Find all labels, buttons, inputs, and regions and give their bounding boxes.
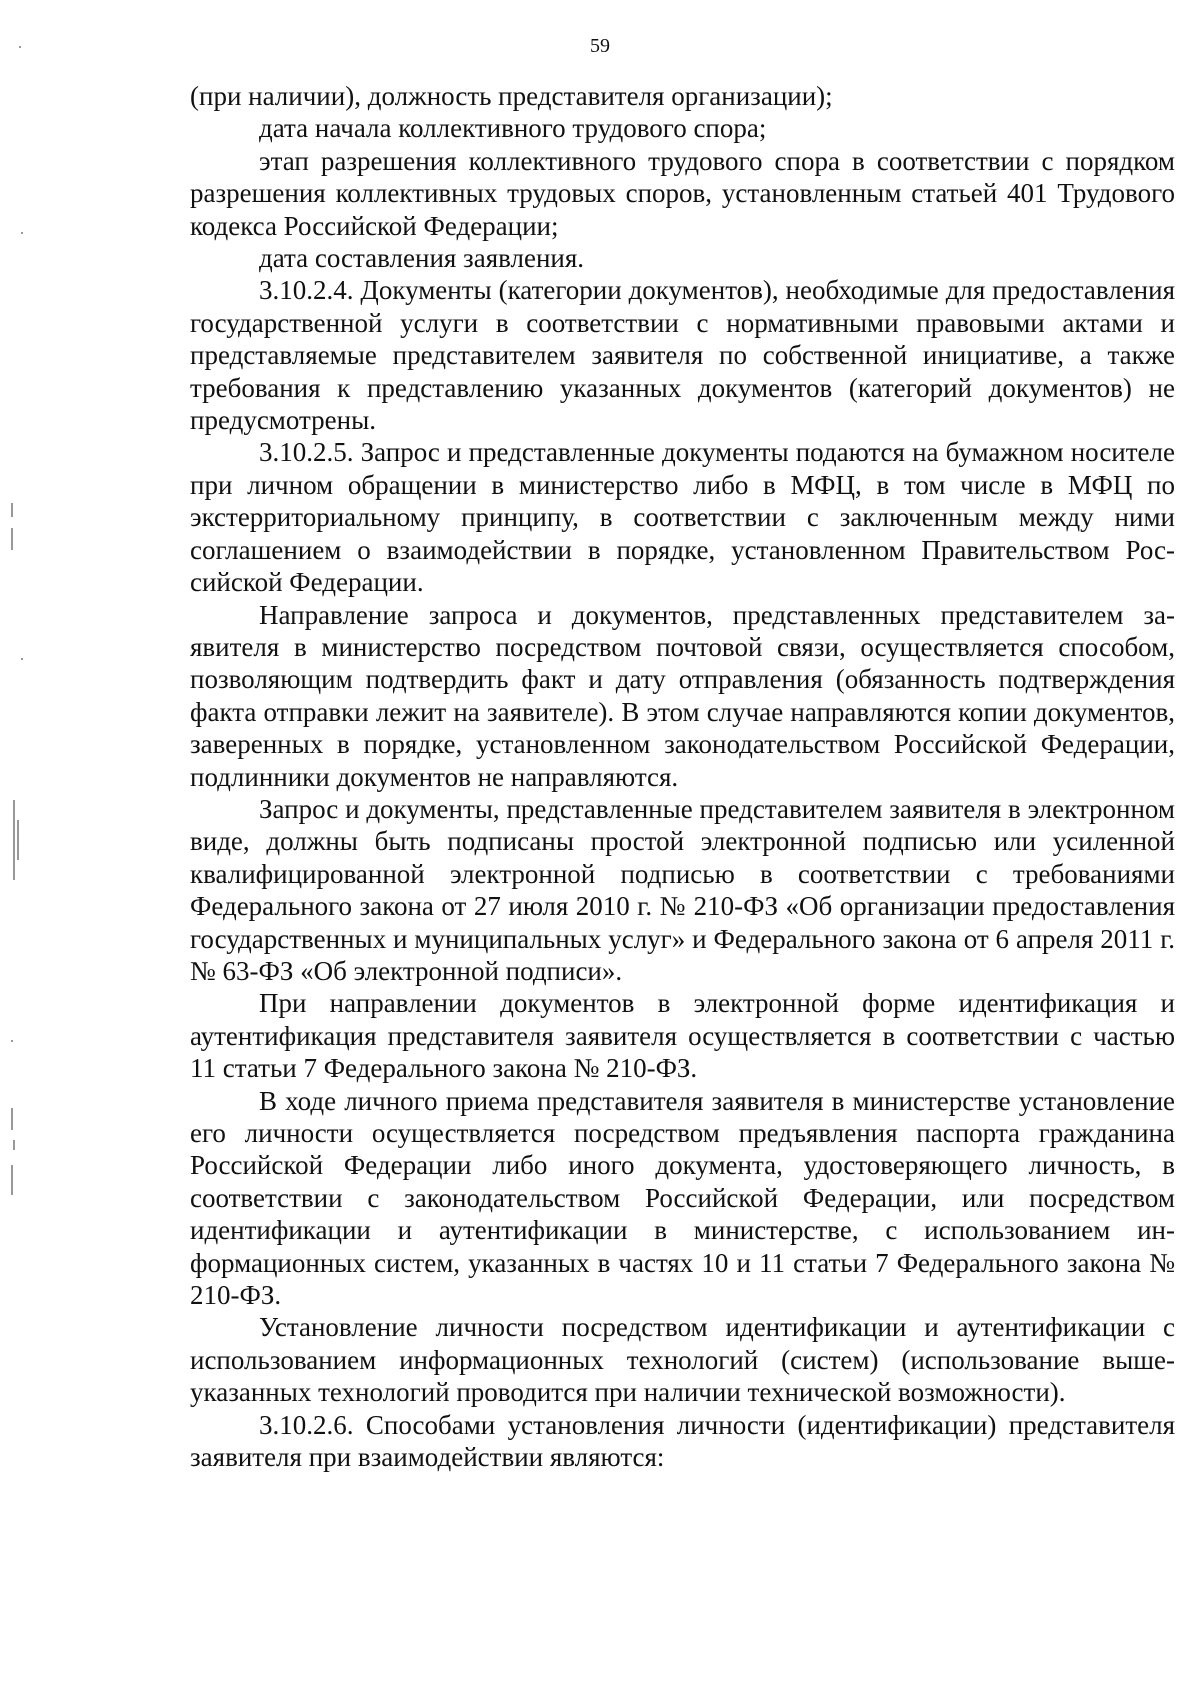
- paragraph-p01: (при наличии), должность представителя организации);: [190, 81, 833, 111]
- paragraph-p02: дата начала коллективного трудового спора;: [259, 113, 767, 144]
- page-body: [190, 80, 1175, 1473]
- paragraph-p08: Запрос и документы, представленные представителем заявителя в электронном виде, должны быть подписаны простой электронной подписью или усиленной квалифицированной электронной подписью в соответствии с требованиями Федерального закона от 27 июля 2010 г. № 210-ФЗ «Об организации предоставления государственных и муниципальных услуг» и Федерального закона от 6 апреля 2011 г. № 63-ФЗ «Об электронной подписи».: [190, 793, 1175, 986]
- paragraph-p10: В ходе личного приема представителя заявителя в министерстве установление его личности осуществляется посредством предъявления паспорта гражданина Российской Федерации либо иного документа, удостоверяющего личность, в соответствии с законодательством Российской Федерации, или посредством идентификации и аутентификации в министерстве, с использованием информационных систем, указанных в частях 10 и 11 статьи 7 Федерального закона № 210-ФЗ.: [190, 1085, 1175, 1311]
- page-number: 59: [590, 35, 610, 57]
- scan-edge-marks: [0, 0, 60, 1695]
- paragraph-p03: этап разрешения коллективного трудового спора в соответствии с порядком разрешения коллективных трудовых споров, установленным статьей 401 Трудового кодекса Российской Федерации;: [190, 145, 1175, 241]
- paragraph-p07: Направление запроса и документов, представленных представителем заявителя в министерство посредством почтовой связи, осуществляется способом, позволяющим подтвердить факт и дату отправления (обязанность подтверждения факта отправки лежит на заявителе). В этом случае направляются копии документов, заверенных в порядке, установленном законодательством Российской Федерации, подлинники документов не направляются.: [190, 599, 1175, 792]
- paragraph-p04: дата составления заявления.: [259, 243, 585, 274]
- paragraph-p12: 3.10.2.6. Способами установления личности (идентификации) представителя заявителя при взаимодействии являются:: [190, 1409, 1175, 1473]
- paragraph-p11: Установление личности посредством идентификации и аутентификации с использованием информационных технологий (систем) (использование вышеуказанных технологий проводится при наличии технической возможности).: [190, 1312, 1175, 1408]
- paragraph-p06: 3.10.2.5. Запрос и представленные документы подаются на бумажном носителе при личном обращении в министерство либо в МФЦ, в том числе в МФЦ по экстерриториальному принципу, в соответствии с заключенным между ними соглашением о взаимодействии в порядке, установленном Правительством Российской Федерации.: [190, 437, 1175, 598]
- paragraph-p09: При направлении документов в электронной форме идентификация и аутентификация представителя заявителя осуществляется в соответствии с частью 11 статьи 7 Федерального закона № 210-ФЗ.: [190, 988, 1175, 1084]
- paragraph-p05: 3.10.2.4. Документы (категории документов), необходимые для предоставления государственной услуги в соответствии с нормативными правовыми актами и представляемые представителем заявителя по собственной инициативе, а также требования к представлению указанных документов (категорий документов) не предусмотрены.: [190, 275, 1175, 436]
